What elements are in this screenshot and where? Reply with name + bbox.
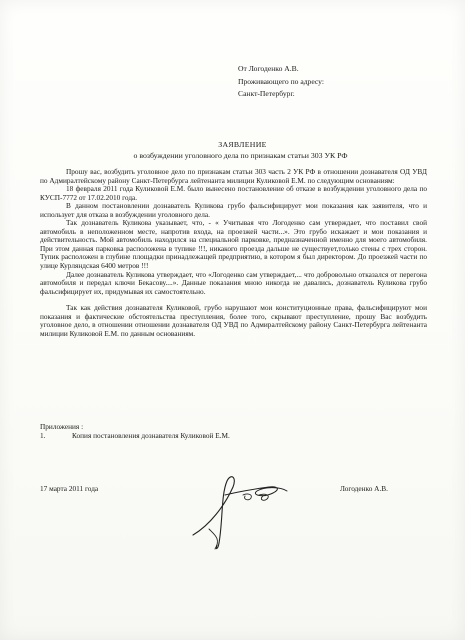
- paragraph-conclusion: Так как действия дознавателя Куликовой, грубо нарушают мои конституционные права, фальсифицируют мои показания и фактические обстоятельства преступления, более того, скрывают преступление, прошу Вас возбудить уголовное дело, в отношении отношении дознавателя ОД УВД по Адмиралтейскому району Санкт-Петербурга лейтенанта милиции Куликовой Е.М. по данным основаниям.: [40, 303, 427, 338]
- paragraph-date: 18 февраля 2011 года Куликовой Е.М. было вынесено постановление об отказе в возбуждении уголовного дела по КУСП-7772 от 17.02.2010 года.: [40, 184, 427, 202]
- document-body: [40, 168, 427, 338]
- appendix-heading: Приложения :: [40, 422, 84, 431]
- document-title: ЗАЯВЛЕНИЕ: [218, 140, 267, 149]
- appendix-item-number: 1.: [40, 431, 46, 440]
- sender-header: [238, 63, 324, 101]
- document-date: 17 марта 2011 года: [40, 484, 99, 493]
- signatory-name: Логоденко А.В.: [340, 484, 388, 493]
- sender-address-label: Проживающего по адресу:: [238, 76, 324, 86]
- paragraph-quote-parking: Так дознаватель Куликова указывает, что, - « Учитывая что Логоденко сам утверждает, что поставил свой автомобиль в неположенном месте, напротив входа, на проезжей части...». Это грубо искажает и мои показания и действительность. Мой автомобиль находился на специальной парковке, предназначенной именно для моего автомобиля. При этом данная парковка расположена в тупике !!!, никакого проезда дальше не существует,только стены с трех сторон. Тупик расположен в глубине площадки принадлежащей предприятию, в котором я был директором. До проезжей части по улице Курляндская 6400 метров !!!: [40, 218, 427, 271]
- sender-city: Санкт-Петербург.: [238, 89, 295, 98]
- paragraph-quote-keys: Далее дознаватель Куликова утверждает, что «Логоденко сам утверждает,... что добровольно отказался от перегона автомобиля и передал ключи Бекасову....». Данные показания мною никогда не давались, дознаватель Куликова грубо фальсифицирует их, придумывая их самостоятельно.: [40, 269, 427, 296]
- appendix-item-text: Копия постановления дознавателя Куликовой Е.М.: [72, 431, 230, 440]
- appendix-section: [40, 422, 230, 440]
- paragraph-request: Прошу вас, возбудить уголовное дело по признакам статьи 303 часть 2 УК РФ в отношении дознавателя ОД УВД по Адмиралтейскому району Санкт-Петербурга лейтенанта милиции Куликовой Е.М. по следующим основаниям:: [40, 167, 427, 185]
- document-subtitle: о возбуждении уголовного дела по признакам статьи 303 УК РФ: [133, 151, 348, 160]
- appendix-item: [40, 431, 230, 440]
- sender-name: От Логоденко А.В.: [238, 64, 299, 73]
- paragraph-falsification: В данном постановлении дознаватель Куликова грубо фальсифицирует мои показания как заявителя, что и использует для отказа в возбуждении уголовного дела.: [40, 201, 427, 219]
- handwritten-signature: [185, 465, 295, 555]
